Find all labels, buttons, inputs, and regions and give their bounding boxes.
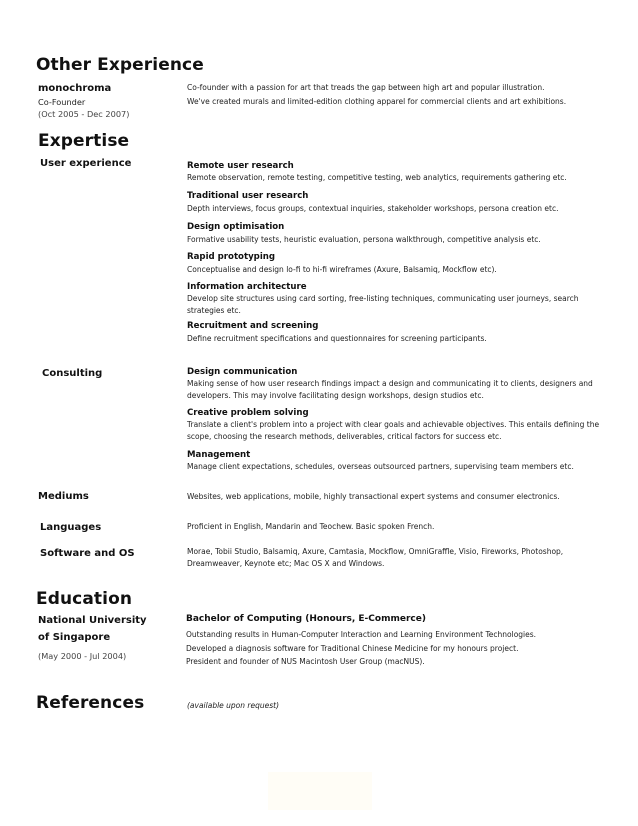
section-title-other-experience: Other Experience	[36, 55, 204, 75]
expertise-item-desc: Formative usability tests, heuristic evaluation, persona walkthrough, competitive analysis etc.	[187, 235, 541, 244]
school-name-line-1: National University	[38, 615, 147, 626]
expertise-item-desc: Making sense of how user research findings impact a design and communicating it to clients, designers and developers. This may involve facilitating design workshops, design studios etc.	[187, 379, 593, 400]
expertise-label-software: Software and OS	[40, 548, 135, 559]
company-name: monochroma	[38, 83, 112, 94]
expertise-item-title: Management	[187, 450, 251, 460]
experience-line-2: We've created murals and limited-edition clothing apparel for commercial clients and art exhibitions.	[187, 97, 567, 106]
expertise-item-title: Rapid prototyping	[187, 252, 276, 262]
expertise-item-title: Recruitment and screening	[187, 321, 319, 331]
education-line-2: Developed a diagnosis software for Traditional Chinese Medicine for my honours project.	[186, 644, 519, 653]
expertise-item-title: Creative problem solving	[187, 408, 309, 418]
expertise-item-title: Remote user research	[187, 161, 294, 171]
expertise-item-desc: Remote observation, remote testing, competitive testing, web analytics, requirements gathering etc.	[187, 173, 567, 182]
job-dates: (Oct 2005 - Dec 2007)	[38, 109, 130, 119]
references-note: (available upon request)	[187, 701, 280, 710]
expertise-item-desc: Manage client expectations, schedules, overseas outsourced partners, supervising team members etc.	[187, 462, 574, 471]
mediums-desc: Websites, web applications, mobile, highly transactional expert systems and consumer electronics.	[187, 492, 560, 501]
expertise-item-title: Design optimisation	[187, 222, 285, 232]
section-title-expertise: Expertise	[38, 131, 130, 151]
expertise-item-desc: Conceptualise and design lo-fi to hi-fi wireframes (Axure, Balsamiq, Mockflow etc).	[187, 265, 497, 274]
job-role: Co-Founder	[38, 97, 86, 107]
expertise-label-user-experience: User experience	[40, 158, 132, 169]
education-line-1: Outstanding results in Human-Computer Interaction and Learning Environment Technologies.	[186, 630, 537, 639]
expertise-item-title: Traditional user research	[187, 191, 309, 201]
expertise-item-desc: Develop site structures using card sorting, free-listing techniques, communicating user journeys, search strategies etc.	[187, 294, 579, 315]
expertise-item-title: Information architecture	[187, 282, 307, 292]
page-footer-block	[268, 772, 372, 810]
section-title-education: Education	[36, 589, 133, 609]
expertise-item-desc: Translate a client's problem into a project with clear goals and achievable objectives. This entails defining the scope, choosing the research methods, deliverables, critical factors for success etc.	[187, 420, 600, 441]
expertise-item-desc: Define recruitment specifications and questionnaires for screening participants.	[187, 334, 487, 343]
section-title-references: References	[36, 693, 145, 713]
school-name-line-2: of Singapore	[38, 632, 111, 643]
software-desc: Morae, Tobii Studio, Balsamiq, Axure, Camtasia, Mockflow, OmniGraffle, Visio, Fireworks, Photoshop, Dreamweaver, Keynote etc; Mac OS X and Windows.	[187, 547, 564, 568]
degree-title: Bachelor of Computing (Honours, E-Commerce)	[186, 614, 426, 624]
experience-line-1: Co-founder with a passion for art that treads the gap between high art and popular illustration.	[187, 83, 545, 92]
expertise-label-mediums: Mediums	[38, 491, 89, 502]
education-dates: (May 2000 - Jul 2004)	[38, 651, 127, 661]
expertise-label-languages: Languages	[40, 522, 102, 533]
expertise-label-consulting: Consulting	[42, 368, 103, 379]
languages-desc: Proficient in English, Mandarin and Teochew. Basic spoken French.	[187, 522, 435, 531]
expertise-item-title: Design communication	[187, 367, 298, 377]
expertise-item-desc: Depth interviews, focus groups, contextual inquiries, stakeholder workshops, persona creation etc.	[187, 204, 559, 213]
education-line-3: President and founder of NUS Macintosh User Group (macNUS).	[186, 657, 425, 666]
